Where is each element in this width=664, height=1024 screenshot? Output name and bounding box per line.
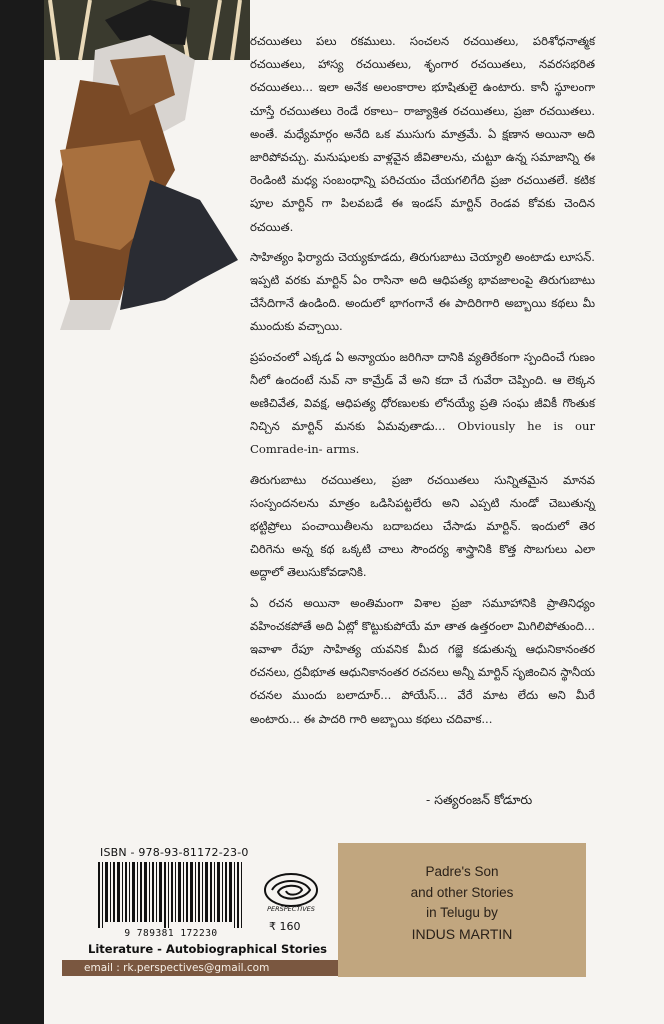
publisher-logo [260, 870, 322, 914]
price-label: ₹ 160 [269, 920, 301, 933]
blurb-paragraph: ఏ రచన అయినా అంతిమంగా విశాల ప్రజా సమూహానికి ప్రాతినిధ్యం వహించకపోతే అది ఏట్లో కొట్టుకుపోయే మా తాత ఉత్తరంలా మిగిలిపోతుంది... ఇవాళా రేపూ సాహిత్య యవనిక మీద గజ్జె కడుతున్న ఆధునికానంతర రచనలు, ద్రవీభూత ఆధునికానంతర రచనలు అన్నీ మార్టిన్ సృజించిన స్థానీయ రచనల ముందు బలాదూర్... పోయేస్... వేరే మాట లేదు అని మీరే అంటారు... ఈ పాదరి గారి అబ్బాయి కథలు చదివాక... [250, 595, 595, 726]
isbn-label: ISBN - 978-93-81172-23-0 [100, 846, 249, 859]
back-cover-blurb [250, 30, 595, 738]
blurb-paragraph: రచయితలు పలు రకములు. సంచలన రచయితలు, పరిశోధనాత్మక రచయితలు, హాస్య రచయితలు, శృంగార రచయితలు, నవరసభరిత రచయితలు... ఇలా అనేక అలంకారాల భూషితులై ఉంటారు. కానీ స్థూలంగా చూస్తే రచయితలు రెండే రకాలు– రాజ్యాశ్రిత రచయితలు, ప్రజా రచయితలు. అంతే. మధ్యేమార్గం అనేది ఒక ముసుగు మాత్రమే. ఏ క్షణాన అయినా అది జారిపోవచ్చు. మనుషులకు వాళ్లవైన జీవితాలను, చుట్టూ ఉన్న సమాజాన్ని ఈ రెండింటి మధ్య సంబంధాన్ని పరిచయం చేయగలిగేది ప్రజా రచయితలే. కటిక పూల మార్టిన్ గా పిలవబడే ఈ ఇండస్ మార్టిన్ రెండవ కోవకు చెందిన రచయిత. [250, 34, 595, 234]
publisher-logo-text: PERSPECTIVES [267, 905, 315, 913]
barcode [96, 862, 244, 928]
cover-illustration [0, 0, 250, 330]
blurb-paragraph: తిరుగుబాటు రచయితలు, ప్రజా రచయితలు సున్నితమైన మానవ సంస్పందనలను మాత్రం ఒడిసిపట్టలేరు అని ఎప్పటి నుండో చెబుతున్న భట్టిప్రోలు పంచాయితీలను బదాబదలు చేసాడు మార్టిన్. ఇందులో తెర చిరిగెను అన్న కథ ఒక్కటి చాలు సౌందర్య శాస్త్రానికి కొత్త సొబగులు ఎలా అద్దాలో తెలుసుకోవడానికి. [250, 472, 595, 580]
email-bar: email : rk.perspectives@gmail.com [62, 960, 338, 976]
book-title-block [338, 862, 586, 944]
title-line-2: and other Stories [410, 884, 514, 900]
author-name: INDUS MARTIN [411, 925, 513, 942]
title-line-1: Padre's Son [425, 864, 499, 879]
blurb-paragraph: సాహిత్యం ఫిర్యాదు చెయ్యకూడదు, తిరుగుబాటు చెయ్యాలి అంటాడు లూసన్. ఇప్పటి వరకు మార్టిన్ ఏం రాసినా అది ఆధిపత్య భావజాలంపై తిరుగుబాటు చేసేదిగానే ఉండింది. అందులో భాగంగానే ఈ పాదిరిగారి అబ్బాయి కథలు మీ ముందుకు వచ్చాయి. [250, 249, 595, 334]
reviewer-signature: - సత్యరంజన్ కోడూరు [426, 792, 533, 807]
barcode-number: 9 789381 172230 [124, 928, 218, 939]
blurb-paragraph: ప్రపంచంలో ఎక్కడ ఏ అన్యాయం జరిగినా దానికి వ్యతిరేకంగా స్పందించే గుణం నీలో ఉందంటే నువ్ నా కామ్రేడ్ వే అని కదా చే గువేరా చెప్పింది. ఆ లెక్కన అణిచివేత, వివక్ష, ఆధిపత్య ధోరణులకు లోనయ్యే ప్రతి సంఘ జీవికీ గొంతుక నిచ్చిన మార్టిన్ మనకు ఏమవుతాడు... Obviously he is our Comrade-in- arms. [250, 349, 595, 457]
category-label: Literature - Autobiographical Stories [88, 942, 327, 956]
title-line-3: in Telugu by [426, 905, 498, 920]
